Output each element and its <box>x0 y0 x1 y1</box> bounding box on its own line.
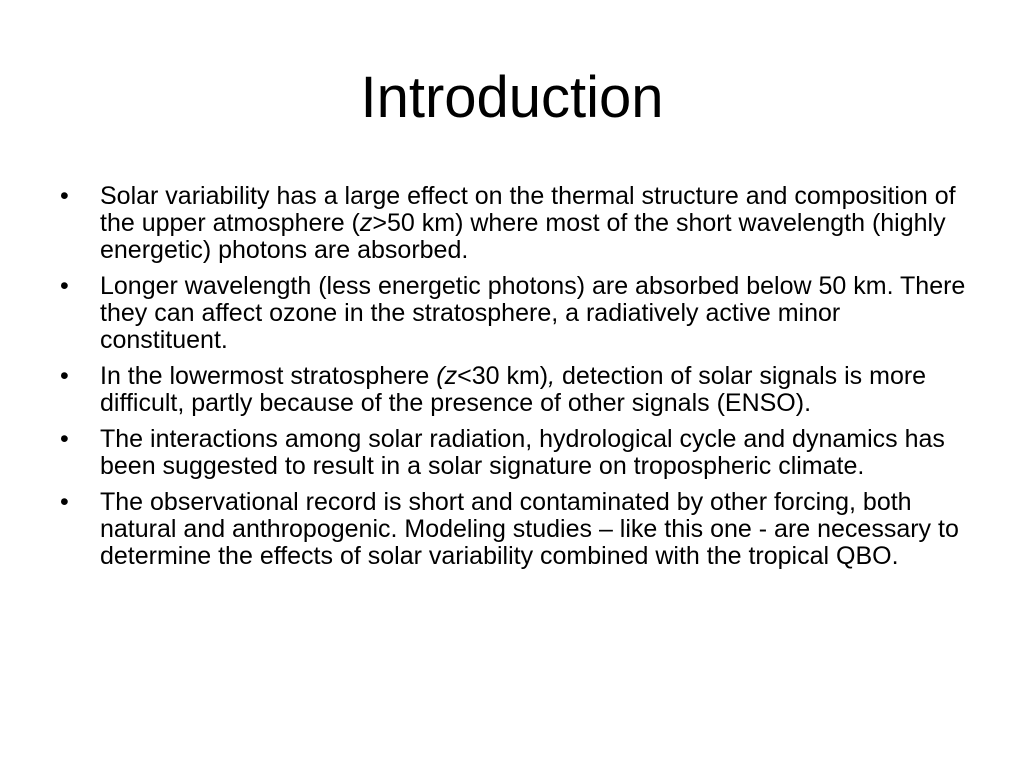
bullet-text <box>100 362 926 417</box>
bullet-text: The interactions among solar radiation, hydrological cycle and dynamics has been suggested to result in a solar signature on tropospheric climate. <box>100 425 945 480</box>
bullet-item-solar-variability <box>60 183 975 264</box>
bullet-icon: • <box>60 362 69 390</box>
bullet-item-interactions <box>60 426 975 480</box>
bullet-text-part: In the lowermost stratosphere <box>100 362 437 390</box>
bullet-item-lowermost-stratosphere <box>60 363 975 417</box>
bullet-icon: • <box>60 182 69 210</box>
bullet-text: The observational record is short and contaminated by other forcing, both natural and anthropogenic. Modeling studies – like this one - are necessary to determine the effects of solar variability combined with the tropical QBO. <box>100 488 959 570</box>
bullet-text: Longer wavelength (less energetic photons) are absorbed below 50 km. There they can affect ozone in the stratosphere, a radiatively active minor constituent. <box>100 272 966 354</box>
bullet-text-part: detection of solar signals is more difficult, partly because of the presence of other signals (ENSO). <box>100 362 927 417</box>
bullet-list <box>60 183 975 579</box>
italic-variable: (z <box>436 362 458 390</box>
italic-comma: , <box>548 362 556 390</box>
bullet-icon: • <box>60 272 69 300</box>
italic-variable: z <box>359 209 373 237</box>
bullet-item-observational-record <box>60 489 975 570</box>
bullet-text-part: <30 km) <box>457 362 549 390</box>
bullet-text <box>100 182 956 264</box>
bullet-text-part: Solar variability has a large effect on the thermal structure and composition of the upper atmosphere ( <box>100 182 956 237</box>
bullet-item-longer-wavelength <box>60 273 975 354</box>
bullet-icon: • <box>60 488 69 516</box>
bullet-icon: • <box>60 425 69 453</box>
bullet-text-part: >50 km) where most of the short wavelength (highly energetic) photons are absorbed. <box>100 209 946 264</box>
slide-title: Introduction <box>360 65 664 130</box>
